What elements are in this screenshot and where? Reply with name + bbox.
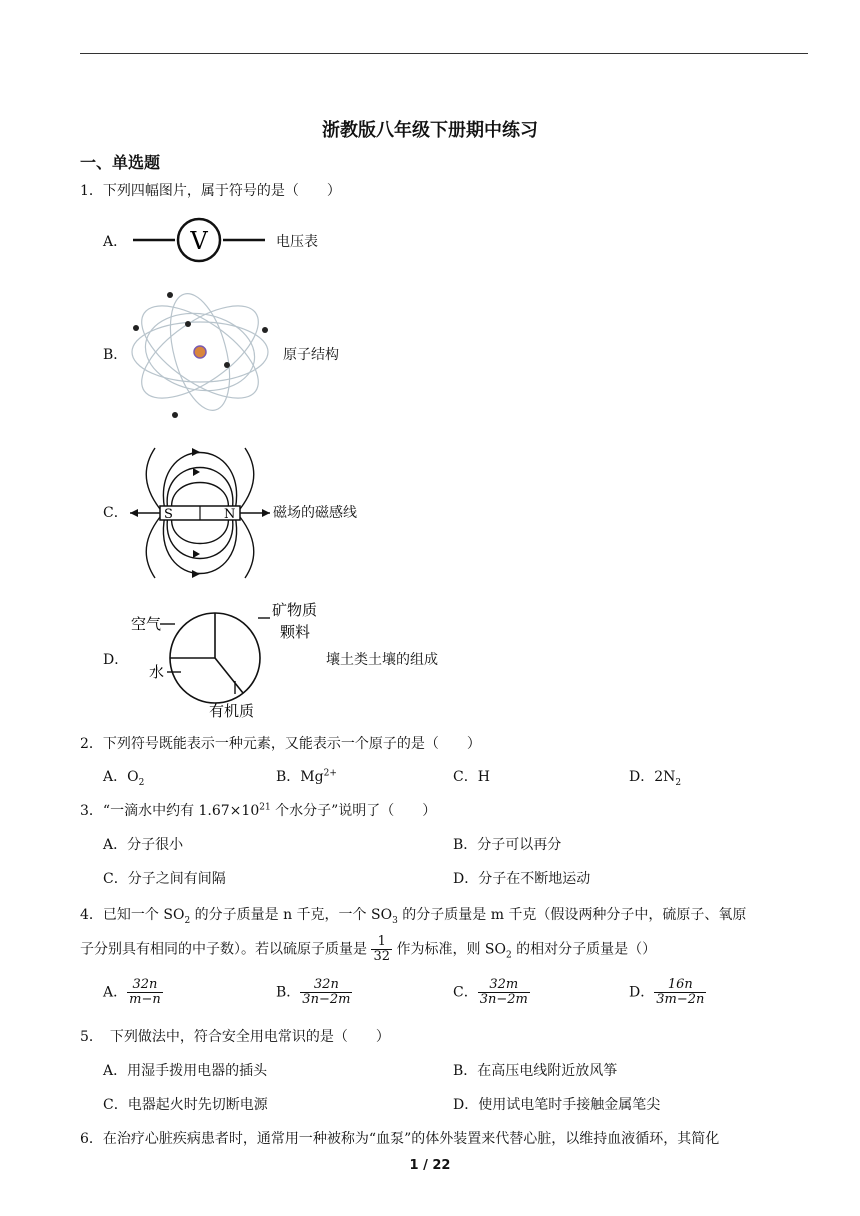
question-1-stem: 1．下列四幅图片，属于符号的是（ ） (80, 183, 341, 199)
q4-option-c: C． $\frac{32m}{3n-2m}$ (453, 977, 528, 1007)
question-5-stem: 5． 下列做法中，符合安全用电常识的是（ ） (80, 1029, 390, 1045)
q3-option-b: B．分子可以再分 (453, 837, 562, 853)
q1-option-b-caption: 原子结构 (283, 347, 339, 363)
mineral-label-2: 颗料 (280, 623, 311, 641)
q1-option-a-caption: 电压表 (276, 234, 318, 250)
voltmeter-symbol-figure (133, 217, 265, 265)
q5-option-d: D．使用试电笔时手接触金属笔尖 (453, 1097, 661, 1113)
q5-option-a: A．用湿手拨用电器的插头 (103, 1063, 268, 1079)
q1-option-c-letter: C． (103, 505, 128, 521)
soil-composition-pie-figure (125, 596, 325, 721)
q1-option-c-caption: 磁场的磁感线 (273, 505, 357, 521)
organic-label: 有机质 (209, 702, 255, 720)
q1-option-a-letter: A． (103, 234, 128, 250)
section-heading: 一、单选题 (80, 153, 161, 172)
header-rule (80, 53, 808, 54)
q2-option-d: D．$2N_2$ (629, 769, 682, 788)
one-over-32-fraction: $\frac{1}{32}$ (373, 934, 390, 964)
atom-structure-figure (130, 290, 275, 420)
page-number: 1 / 22 (409, 1158, 451, 1173)
question-2-stem: 2．下列符号既能表示一种元素，又能表示一个原子的是（ ） (80, 736, 481, 752)
q1-option-d-caption: 壤土类土壤的组成 (326, 652, 438, 668)
south-pole-label: S (164, 507, 173, 522)
q1-option-d-letter: D． (103, 652, 129, 668)
q5-option-c: C．电器起火时先切断电源 (103, 1097, 268, 1113)
question-4-line-2: 子分别具有相同的中子数）。若以硫原子质量是 $\frac{1}{32}$ 作为标准，则 $SO_2$ 的相对分子质量是（） (80, 934, 657, 964)
q4-option-a: A． $\frac{32n}{m-n}$ (103, 977, 161, 1007)
q4-option-d: D． $\frac{16n}{3m-2n}$ (629, 977, 705, 1007)
north-pole-label: N (224, 507, 236, 522)
magnetic-field-lines-figure (130, 443, 270, 583)
voltmeter-letter: V (190, 227, 208, 255)
q3-option-c: C．分子之间有间隔 (103, 871, 226, 887)
question-3-stem: 3．“一滴水中约有 $1.67\times 10^{21}$ 个水分子”说明了（ ） (80, 802, 437, 819)
q2-option-c: C．H (453, 769, 490, 785)
question-4-line-1: 4．已知一个 $SO_2$ 的分子质量是 n 千克，一个 $SO_3$ 的分子质量是 m 千克（假设两种分子中，硫原子、氧原 (80, 907, 747, 926)
q1-option-b-letter: B． (103, 347, 128, 363)
water-label: 水 (149, 663, 165, 681)
document-title: 浙教版八年级下册期中练习 (322, 120, 538, 141)
q3-option-d: D．分子在不断地运动 (453, 871, 591, 887)
q2-option-a: A．$O_2$ (103, 769, 145, 788)
q2-option-b: B．$Mg^{2+}$ (276, 768, 337, 785)
air-label: 空气 (131, 615, 162, 633)
question-6-stem: 6．在治疗心脏疾病患者时，通常用一种被称为“血泵”的体外装置来代替心脏，以维持血液循环，其简化 (80, 1131, 720, 1147)
q5-option-b: B．在高压电线附近放风筝 (453, 1063, 618, 1079)
q3-option-a: A．分子很小 (103, 837, 184, 853)
mineral-label-1: 矿物质 (272, 601, 318, 619)
nucleus-icon (194, 346, 206, 358)
q4-option-b: B． $\frac{32n}{3n-2m}$ (276, 977, 351, 1007)
